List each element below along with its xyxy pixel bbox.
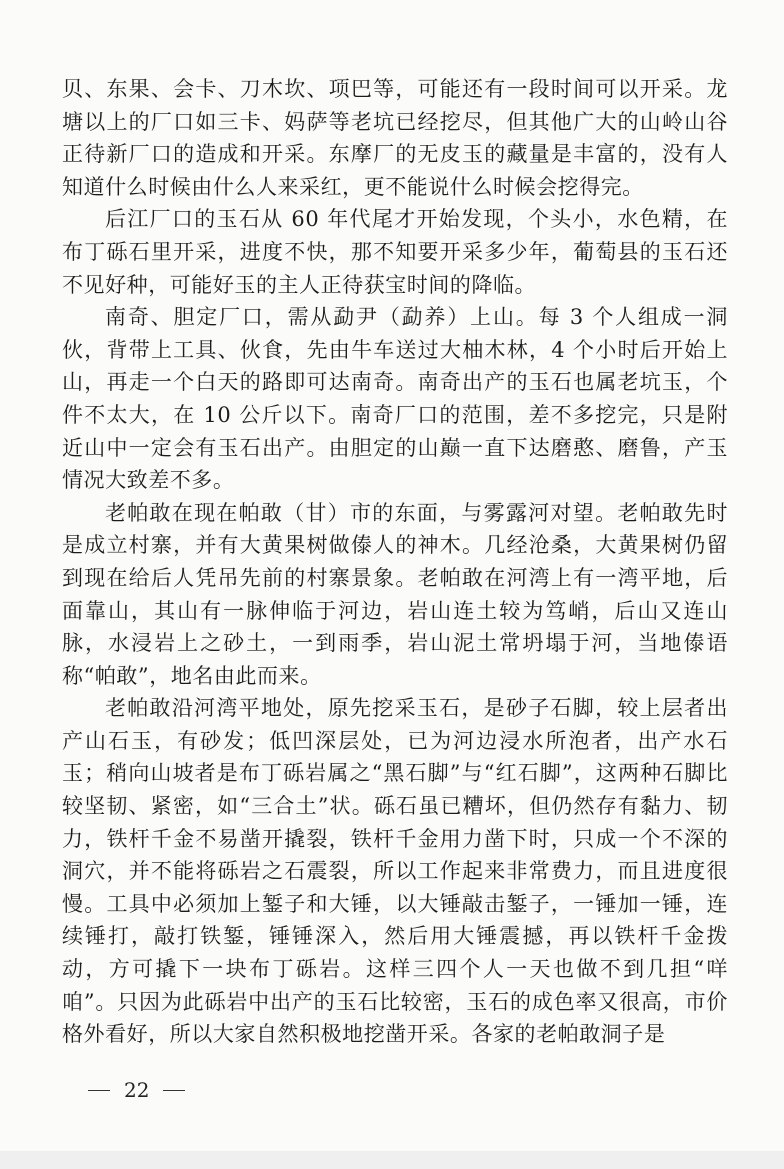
right-dash	[163, 1090, 185, 1091]
scan-bottom-edge	[0, 1151, 784, 1169]
paragraph-1: 贝、东果、会卡、刀木坎、项巴等，可能还有一段时间可以开采。龙塘以上的厂口如三卡、妈萨等老坑已经挖尽，但其他广大的山岭山谷正待新厂口的造成和开采。东摩厂的无皮玉的藏量是丰富的，没有人知道什么时候由什么人来采红，更不能说什么时候会挖得完。	[62, 77, 728, 199]
left-dash	[88, 1090, 110, 1091]
paragraph-2: 后江厂口的玉石从 60 年代尾才开始发现，个头小，水色精，在布丁砾石里开采，进度不快，那不知要开采多少年，葡萄县的玉石还不见好种，可能好玉的主人正待获宝时间的降临。	[62, 207, 728, 297]
body-text	[62, 73, 728, 1051]
page-footer	[88, 1078, 185, 1102]
paragraph-4: 老帕敢在现在帕敢（甘）市的东面，与雾露河对望。老帕敢先时是成立村寨，并有大黄果树做傣人的神木。几经沧桑，大黄果树仍留到现在给后人凭吊先前的村寨景象。老帕敢在河湾上有一湾平地，后面靠山，其山有一脉伸临于河边，岩山连土较为笃峭，后山又连山脉，水浸岩上之砂土，一到雨季，岩山泥土常坍塌于河，当地傣语称“帕敢”，地名由此而来。	[62, 500, 728, 688]
paragraph-3: 南奇、胆定厂口，需从勐尹（勐养）上山。每 3 个人组成一洞伙，背带上工具、伙食，先由牛车送过大柚木林，4 个小时后开始上山，再走一个白天的路即可达南奇。南奇出产的玉石也属老坑玉，个件不太大，在 10 公斤以下。南奇厂口的范围，差不多挖完，只是附近山中一定会有玉石出产。由胆定的山巅一直下达磨憨、磨鲁，产玉情况大致差不多。	[62, 305, 728, 493]
paragraph-5: 老帕敢沿河湾平地处，原先挖采玉石，是砂子石脚，较上层者出产山石玉，有砂发；低凹深层处，已为河边浸水所泡者，出产水石玉；稍向山坡者是布丁砾岩属之“黑石脚”与“红石脚”，这两种石脚比较坚韧、紧密，如“三合土”状。砾石虽已糟坏，但仍然存有黏力、韧力，铁杆千金不易凿开撬裂，铁杆千金用力凿下时，只成一个不深的洞穴，并不能将砾岩之石震裂，所以工作起来非常费力，而且进度很慢。工具中必须加上錾子和大锤，以大锤敲击錾子，一锤加一锤，连续锤打，敲打铁錾，锤锤深入，然后用大锤震撼，再以铁杆千金拨动，方可撬下一块布丁砾岩。这样三四个人一天也做不到几担“咩咱”。只因为此砾岩中出产的玉石比较密，玉石的成色率又很高，市价格外看好，所以大家自然积极地挖凿开采。各家的老帕敢洞子是	[62, 696, 728, 1047]
page-number: 22	[124, 1078, 150, 1102]
